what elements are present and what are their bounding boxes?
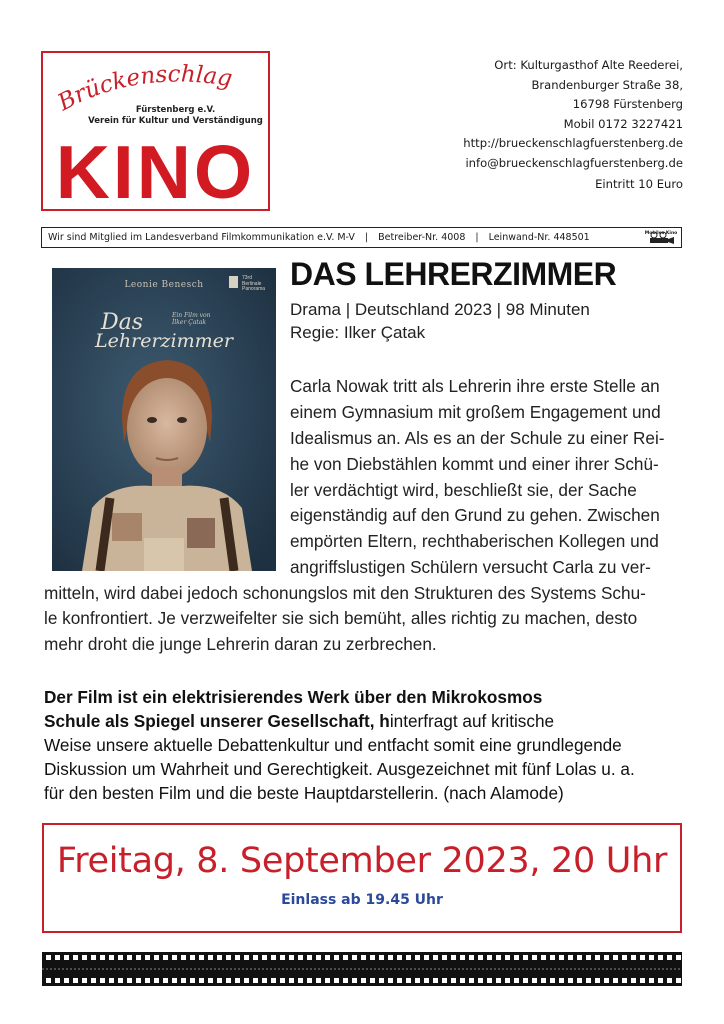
filmstrip-hole [82, 978, 87, 983]
kino-logo [41, 51, 270, 214]
review-line: für den besten Film und die beste Hauptdarstellerin. (nach Alamode) [44, 783, 564, 803]
synopsis-line: Carla Nowak tritt als Lehrerin ihre erste Stelle an [290, 376, 660, 396]
filmstrip-hole [280, 978, 285, 983]
synopsis-line: mitteln, wird dabei jedoch schonungslos mit den Strukturen des Systems Schu- [44, 583, 646, 603]
filmstrip-hole [649, 955, 654, 960]
filmstrip-hole [595, 955, 600, 960]
filmstrip-hole [478, 978, 483, 983]
filmstrip-hole [640, 978, 645, 983]
filmstrip-hole [532, 978, 537, 983]
synopsis-line: Idealismus an. Als es an der Schule zu einer Rei- [290, 428, 665, 448]
logo-brand-name: Brückenschlag [53, 61, 235, 117]
filmstrip-hole [451, 978, 456, 983]
filmstrip-hole [388, 955, 393, 960]
filmstrip-hole [118, 978, 123, 983]
filmstrip-hole [640, 955, 645, 960]
filmstrip-hole [226, 955, 231, 960]
screening-date: Freitag, 8. September 2023, 20 Uhr [56, 841, 668, 881]
filmstrip-hole [541, 955, 546, 960]
filmstrip-hole [325, 978, 330, 983]
filmstrip-hole [559, 978, 564, 983]
filmstrip-hole [100, 978, 105, 983]
filmstrip-hole [595, 978, 600, 983]
film-poster [52, 268, 276, 571]
filmstrip-hole [316, 978, 321, 983]
filmstrip-hole [217, 955, 222, 960]
filmstrip-hole [550, 978, 555, 983]
membership-text: Wir sind Mitglied im Landesverband Filmkommunikation e.V. M-V [48, 232, 355, 243]
synopsis-line: empörten Eltern, rechthaberischen Kollegen und [290, 531, 659, 551]
filmstrip-hole [478, 955, 483, 960]
synopsis-line: le konfrontiert. Je verzweifelter sie sich bemüht, alles richtig zu machen, desto [44, 608, 638, 628]
filmstrip-hole [64, 978, 69, 983]
synopsis-line: einem Gymnasium mit großem Engagement und [290, 402, 661, 422]
filmstrip-hole [676, 955, 681, 960]
filmstrip-hole [370, 955, 375, 960]
review-bold-text: Schule als Spiegel unserer Gesellschaft, h [44, 711, 390, 731]
filmstrip-hole [352, 978, 357, 983]
synopsis-line: angriffslustigen Schülern versucht Carla zu ver- [290, 557, 651, 577]
filmstrip-hole [613, 978, 618, 983]
filmstrip-hole [586, 955, 591, 960]
review-line: Diskussion um Wahrheit und Gerechtigkeit. Ausgezeichnet mit fünf Lolas u. a. [44, 759, 635, 779]
film-director-line: Regie: Ilker Çatak [290, 323, 426, 342]
venue-location: Ort: Kulturgasthof Alte Reederei, [494, 58, 683, 72]
filmstrip-hole [55, 978, 60, 983]
filmstrip-hole [91, 978, 96, 983]
admission-time: Einlass ab 19.45 Uhr [281, 892, 443, 908]
filmstrip-hole [145, 955, 150, 960]
filmstrip-hole [109, 978, 114, 983]
filmstrip-hole [388, 978, 393, 983]
filmstrip-hole [118, 955, 123, 960]
filmstrip-hole [496, 978, 501, 983]
review-headline-line2 [44, 710, 554, 734]
filmstrip-hole [217, 978, 222, 983]
venue-email-link[interactable]: info@brueckenschlagfuerstenberg.de [465, 155, 683, 170]
filmstrip-hole [271, 978, 276, 983]
filmstrip-hole [514, 978, 519, 983]
filmstrip-hole [406, 955, 411, 960]
filmstrip-hole [172, 978, 177, 983]
venue-address [463, 56, 683, 174]
filmstrip-decoration [42, 952, 682, 986]
filmstrip-hole [604, 978, 609, 983]
filmstrip-hole [460, 978, 465, 983]
filmstrip-hole [379, 955, 384, 960]
filmstrip-hole [46, 978, 51, 983]
filmstrip-hole [55, 955, 60, 960]
venue-phone: Mobil 0172 3227421 [563, 116, 683, 131]
filmstrip-hole [316, 955, 321, 960]
filmstrip-hole [154, 955, 159, 960]
filmstrip-hole [568, 955, 573, 960]
filmstrip-hole [415, 978, 420, 983]
filmstrip-hole [460, 955, 465, 960]
filmstrip-hole [433, 978, 438, 983]
poster-credit [172, 312, 211, 326]
filmstrip-hole [181, 978, 186, 983]
filmstrip-hole [208, 978, 213, 983]
filmstrip-hole [613, 955, 618, 960]
filmstrip-hole [604, 955, 609, 960]
membership-bar: Wir sind Mitglied im Landesverband Filmkommunikation e.V. M-V | Betreiber-Nr. 4008 | Leinwand-Nr. 448501 Mobiles Kino [41, 227, 682, 248]
operator-number: Betreiber-Nr. 4008 [378, 232, 466, 243]
logo-club-tagline: Verein für Kultur und Verständigung [88, 116, 263, 126]
filmstrip-hole [514, 955, 519, 960]
filmstrip-hole [523, 955, 528, 960]
filmstrip-hole [343, 978, 348, 983]
synopsis-line: ler verdächtigt wird, beschließt sie, der Sache [290, 480, 637, 500]
filmstrip-hole [667, 955, 672, 960]
filmstrip-hole [586, 978, 591, 983]
filmstrip-hole [325, 955, 330, 960]
filmstrip-hole [244, 978, 249, 983]
festival-section: Panorama [242, 286, 266, 292]
filmstrip-hole [163, 978, 168, 983]
filmstrip-hole [46, 955, 51, 960]
filmstrip-hole [469, 955, 474, 960]
filmstrip-hole [559, 955, 564, 960]
poster-title-line2: Lehrerzimmer [95, 330, 233, 352]
filmstrip-hole [262, 978, 267, 983]
entry-price: Eintritt 10 Euro [595, 177, 683, 191]
filmstrip-hole [244, 955, 249, 960]
filmstrip-hole [91, 955, 96, 960]
filmstrip-hole [550, 955, 555, 960]
filmstrip-hole [154, 978, 159, 983]
filmstrip-hole [397, 955, 402, 960]
filmstrip-hole [73, 955, 78, 960]
filmstrip-hole [334, 955, 339, 960]
filmstrip-hole [505, 955, 510, 960]
filmstrip-hole [361, 955, 366, 960]
filmstrip-hole [649, 978, 654, 983]
filmstrip-hole [469, 978, 474, 983]
synopsis-line: he von Diebstählen kommt und einer ihrer Schü- [290, 454, 659, 474]
filmstrip-hole [667, 978, 672, 983]
mobile-cinema-badge-label: Mobiles Kino [644, 231, 678, 236]
filmstrip-hole [343, 955, 348, 960]
filmstrip-hole [127, 955, 132, 960]
screening-date-box [42, 823, 682, 933]
filmstrip-hole [424, 955, 429, 960]
filmstrip-hole [496, 955, 501, 960]
filmstrip-hole [658, 955, 663, 960]
film-title: DAS LEHRERZIMMER [290, 256, 617, 292]
filmstrip-hole [64, 955, 69, 960]
filmstrip-hole [433, 955, 438, 960]
festival-edition: 73rd [242, 275, 253, 281]
filmstrip-hole [442, 978, 447, 983]
filmstrip-hole [289, 978, 294, 983]
filmstrip-hole [226, 978, 231, 983]
screen-number: Leinwand-Nr. 448501 [488, 232, 590, 243]
filmstrip-hole [298, 955, 303, 960]
synopsis-line: mehr droht die junge Lehrerin daran zu zerbrechen. [44, 634, 437, 654]
filmstrip-hole [145, 978, 150, 983]
filmstrip-hole [109, 955, 114, 960]
filmstrip-hole [361, 978, 366, 983]
filmstrip-hole [172, 955, 177, 960]
festival-name: Berlinale [242, 280, 262, 287]
filmstrip-hole [73, 978, 78, 983]
filmstrip-hole [631, 978, 636, 983]
filmstrip-hole [136, 955, 141, 960]
filmstrip-hole [523, 978, 528, 983]
poster-actor-name: Leonie Benesch [124, 280, 204, 290]
filmstrip-hole [541, 978, 546, 983]
poster-festival-badge [242, 276, 265, 293]
filmstrip-hole [127, 978, 132, 983]
filmstrip-hole [199, 955, 204, 960]
filmstrip-hole [100, 955, 105, 960]
synopsis-line: eigenständig auf den Grund zu gehen. Zwischen [290, 505, 660, 525]
filmstrip-hole [280, 955, 285, 960]
filmstrip-hole [334, 978, 339, 983]
filmstrip-hole [199, 978, 204, 983]
filmstrip-hole [298, 978, 303, 983]
filmstrip-hole [136, 978, 141, 983]
filmstrip-hole [289, 955, 294, 960]
filmstrip-hole [208, 955, 213, 960]
filmstrip-hole [235, 955, 240, 960]
filmstrip-hole [253, 978, 258, 983]
filmstrip-hole [487, 955, 492, 960]
filmstrip-hole [631, 955, 636, 960]
filmstrip-hole [658, 978, 663, 983]
filmstrip-hole [406, 978, 411, 983]
mobile-cinema-badge [644, 229, 678, 245]
film-genre-line: Drama | Deutschland 2023 | 98 Minuten [290, 300, 590, 319]
filmstrip-hole [415, 955, 420, 960]
filmstrip-hole [370, 978, 375, 983]
filmstrip-hole [307, 955, 312, 960]
filmstrip-hole [262, 955, 267, 960]
filmstrip-hole [442, 955, 447, 960]
filmstrip-hole [190, 955, 195, 960]
filmstrip-hole [379, 978, 384, 983]
filmstrip-hole [577, 955, 582, 960]
filmstrip-hole [181, 955, 186, 960]
poster-title-line1: Das [100, 310, 144, 335]
review-headline-line1 [44, 686, 542, 710]
filmstrip-hole [487, 978, 492, 983]
venue-street: Brandenburger Straße 38, [531, 77, 683, 92]
review-text: interfragt auf kritische [389, 711, 555, 731]
filmstrip-hole [352, 955, 357, 960]
filmstrip-hole [505, 978, 510, 983]
filmstrip-hole [253, 955, 258, 960]
filmstrip-hole [568, 978, 573, 983]
filmstrip-hole [622, 978, 627, 983]
venue-website-link[interactable]: http://brueckenschlagfuerstenberg.de [463, 136, 683, 151]
filmstrip-hole [163, 955, 168, 960]
filmstrip-hole [424, 978, 429, 983]
filmstrip-hole [307, 978, 312, 983]
filmstrip-hole [451, 955, 456, 960]
filmstrip-hole [397, 978, 402, 983]
venue-city: 16798 Fürstenberg [572, 97, 683, 112]
logo-club-name: Fürstenberg e.V. [135, 105, 216, 115]
review-bold-text: Der Film ist ein elektrisierendes Werk über den Mikrokosmos [44, 687, 543, 707]
review-line: Weise unsere aktuelle Debattenkultur und entfacht somit eine grundlegende [44, 735, 622, 755]
filmstrip-hole [82, 955, 87, 960]
logo-kino-word: KINO [55, 130, 256, 214]
poster-credit-line2: İlker Çatak [172, 319, 207, 326]
filmstrip-hole [622, 955, 627, 960]
filmstrip-hole [676, 978, 681, 983]
filmstrip-hole [235, 978, 240, 983]
poster-credit-line1: Ein Film von [172, 312, 211, 319]
filmstrip-hole [271, 955, 276, 960]
filmstrip-hole [532, 955, 537, 960]
filmstrip-hole [577, 978, 582, 983]
filmstrip-hole [190, 978, 195, 983]
